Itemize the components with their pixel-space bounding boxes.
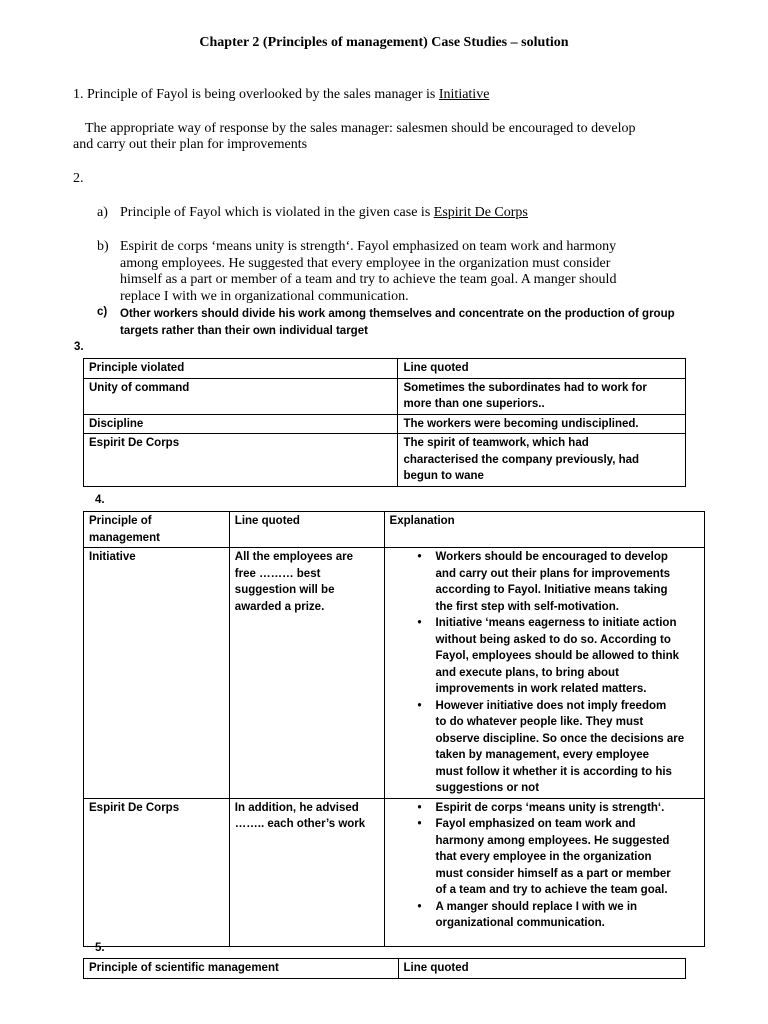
line-cell: [229, 548, 384, 799]
bullet-line: that every employee in the organization: [435, 851, 652, 863]
cell-line: characterised the company previously, had: [403, 453, 640, 466]
bullet-line: • Initiative ‘means eagerness to initiate action: [435, 617, 677, 629]
q1-prefix: 1. Principle of Fayol is being overlooked by the sales manager is: [73, 87, 439, 102]
q2-b-label: b): [97, 239, 109, 254]
table-header-row: [84, 359, 686, 379]
q2-b-line: among employees. He suggested that every employee in the organization must consider: [120, 255, 611, 271]
line-cell: [398, 378, 686, 414]
header-line: management: [89, 531, 160, 544]
explanation-cell: [384, 548, 704, 799]
bullet-line: • Workers should be encouraged to develop: [435, 551, 668, 563]
explanation-cell: [384, 798, 704, 946]
bullet-line: and carry out their plans for improvements: [435, 567, 671, 580]
q2-b-line: Espirit de corps ‘means unity is strength‘. Fayol emphasized on team work and harmony: [120, 239, 617, 254]
cell-line: In addition, he advised: [234, 801, 359, 814]
table-header-cell: Line quoted: [229, 512, 384, 548]
q1-answer: Initiative: [438, 87, 490, 102]
table-header-cell: Line quoted: [398, 359, 686, 379]
bullet-line: improvements in work related matters.: [435, 683, 647, 695]
q2-a-text: [120, 205, 528, 221]
bullet-line: according to Fayol. Initiative means taking: [435, 584, 668, 596]
q2-a-label: a): [97, 205, 108, 220]
header-line: Principle of: [89, 515, 152, 527]
table-row: [84, 414, 686, 434]
table-row: [84, 434, 686, 487]
q2-number: 2.: [73, 171, 84, 186]
q2-c-line: Other workers should divide his work among themselves and concentrate on the production of group: [120, 308, 675, 320]
bullet-line: • Espirit de corps ‘means unity is strength‘.: [435, 801, 665, 814]
q2-c-text: [120, 306, 675, 340]
q2-b-line: himself as a part or member of a team and try to achieve the team goal. A manger should: [120, 272, 617, 287]
list-item: [436, 816, 699, 899]
cell-line: The workers were becoming undisciplined.: [403, 417, 639, 430]
line-cell: [229, 798, 384, 946]
q2-a-answer: Espirit De Corps: [433, 205, 528, 220]
bullet-line: must follow it whether it is according to his: [435, 765, 672, 778]
q5-number: 5.: [95, 942, 105, 954]
bullet-line: suggestions or not: [435, 782, 540, 794]
bullet-line: harmony among employees. He suggested: [435, 834, 670, 847]
q2-a-prefix: Principle of Fayol which is violated in the given case is: [120, 205, 434, 220]
principle-cell: Espirit De Corps: [84, 798, 230, 946]
q2-b-line: replace I with we in organizational communication.: [120, 288, 409, 304]
q2-c-label: c): [97, 306, 108, 318]
list-item: [436, 549, 699, 615]
bullet-line: of a team and try to achieve the team goal.: [435, 884, 668, 896]
q1-response-line2: and carry out their plan for improvements: [73, 137, 308, 152]
bullet-line: must consider himself as a part or member: [435, 867, 671, 880]
bullet-line: organizational communication.: [435, 917, 605, 929]
list-item: [436, 698, 699, 797]
principle-cell: Initiative: [84, 548, 230, 799]
table-header-row: [84, 512, 705, 548]
cell-line: begun to wane: [403, 470, 484, 482]
bullet-line: and execute plans, to bring about: [435, 666, 619, 679]
bullet-line: the first step with self-motivation.: [435, 600, 619, 613]
table-header-cell: [84, 512, 230, 548]
q4-number: 4.: [95, 494, 105, 506]
table-header-cell: Explanation: [384, 512, 704, 548]
bullet-line: observe discipline. So once the decisions are: [435, 732, 685, 745]
bullet-line: taken by management, every employee: [435, 749, 650, 761]
cell-line: Sometimes the subordinates had to work for: [403, 381, 647, 394]
table-row: [84, 378, 686, 414]
cell-line: more than one superiors..: [403, 398, 545, 410]
principle-cell: Unity of command: [84, 378, 398, 414]
cell-line: The spirit of teamwork, which had: [403, 437, 589, 449]
page-title: Chapter 2 (Principles of management) Case Studies – solution: [199, 35, 569, 50]
list-item: [436, 800, 699, 817]
table-row: [84, 548, 705, 799]
q1-statement: [73, 87, 489, 103]
bullet-line: to do whatever people like. They must: [435, 716, 644, 728]
bullet-line: • Fayol emphasized on team work and: [435, 818, 636, 830]
table-header-cell: Principle of scientific management: [84, 959, 399, 979]
table-header-cell: Line quoted: [398, 959, 686, 979]
bullet-line: • A manger should replace I with we in: [435, 900, 638, 913]
q1-response: [73, 121, 635, 153]
bullet-line: without being asked to do so. According to: [435, 633, 671, 646]
q1-response-line1: The appropriate way of response by the sales manager: salesmen should be encouraged to develop: [85, 121, 636, 136]
q3-number: 3.: [74, 341, 84, 353]
cell-line: …….. each other’s work: [234, 818, 366, 830]
principle-cell: Discipline: [84, 414, 398, 434]
q3-table: [83, 358, 686, 487]
cell-line: free ……… best: [234, 567, 321, 580]
table-header-row: [84, 959, 686, 979]
list-item: [436, 899, 699, 932]
q2-c-line: targets rather than their own individual target: [120, 325, 368, 337]
line-cell: [398, 414, 686, 434]
line-cell: [398, 434, 686, 487]
cell-line: awarded a prize.: [234, 600, 325, 613]
cell-line: suggestion will be: [234, 584, 335, 596]
table-header-cell: Principle violated: [84, 359, 398, 379]
cell-line: All the employees are: [234, 551, 354, 563]
bullet-line: Fayol, employees should be allowed to think: [435, 650, 679, 662]
bullet-line: • However initiative does not imply freedom: [435, 699, 667, 712]
principle-cell: Espirit De Corps: [84, 434, 398, 487]
q5-table: [83, 958, 686, 979]
q2-b-text: [120, 239, 616, 305]
table-row: [84, 798, 705, 946]
list-item: [436, 615, 699, 698]
q4-table: [83, 511, 705, 947]
